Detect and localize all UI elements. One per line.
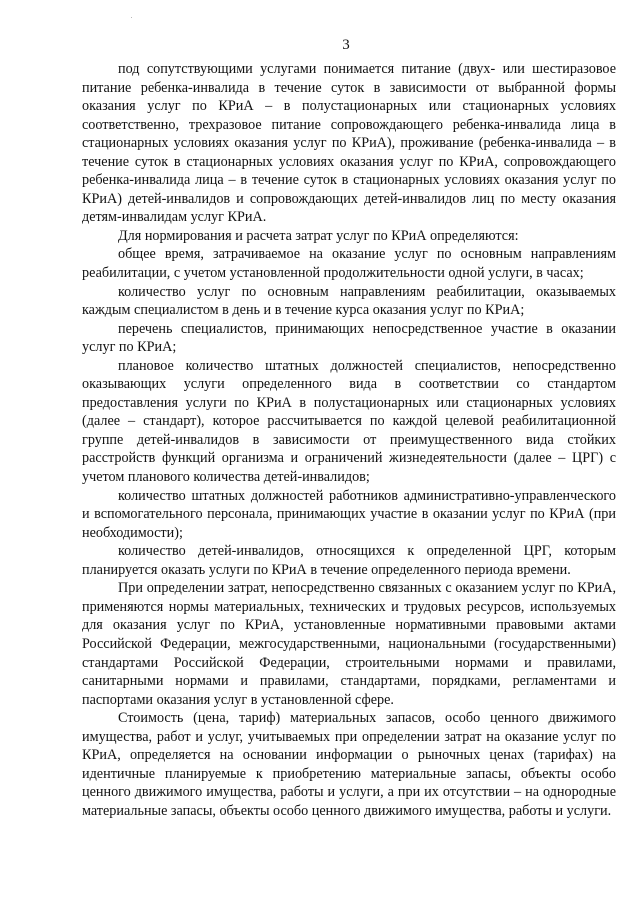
paragraph-children-count: количество детей-инвалидов, относящихся к определенной ЦРГ, которым планируется оказать услуги по КРиА в течение определенного периода времени. <box>82 543 616 578</box>
paragraph-cost-norms: При определении затрат, непосредственно связанных с оказанием услуг по КРиА, применяются нормы материальных, технических и трудовых ресурсов, используемых для оказания услуг по КРиА, установленные нормативными правовыми актами Российской Федерации, межгосударственными, национальными (государственными) стандартами Российской Федерации, строительными нормами и правилами, санитарными нормами и правилами, стандартами, порядками, регламентами и паспортами оказания услуг в установленной сфере. <box>82 580 616 708</box>
paragraph-accompanying-services: под сопутствующими услугами понимается питание (двух- или шестиразовое питание ребенка-инвалида в течение суток в зависимости от выбранной формы оказания услуг по КРиА – в полустационарных или стационарных условиях соответственно, трехразовое питание сопровождающего ребенка-инвалида лица в стационарных условиях оказания услуг по КРиА), проживание (ребенка-инвалида – в течение суток в стационарных условиях оказания услуг по КРиА, сопровождающего ребенка-инвалида лица – в течение суток в стационарных условиях оказания услуг по КРиА) детей-инвалидов и сопровождающих детей-инвалидов лиц по месту оказания детям-инвалидам услуг КРиА. <box>82 61 616 226</box>
paragraph-services-count: количество услуг по основным направлениям реабилитации, оказываемых каждым специалистом в день и в течение курса оказания услуг по КРиА; <box>82 283 616 319</box>
paragraph-normalization-intro: Для нормирования и расчета затрат услуг по КРиА определяются: <box>118 227 519 244</box>
body-text <box>82 60 616 820</box>
paragraph-total-time: общее время, затрачиваемое на оказание услуг по основным направлениям реабилитации, с учетом установленной продолжительности одной услуги, в часах; <box>82 246 616 282</box>
paragraph-admin-staff: количество штатных должностей работников административно-управленческого и вспомогательного персонала, принимающих участие в оказании услуг по КРиА (при необходимости); <box>82 487 616 541</box>
paragraph-price-determination: Стоимость (цена, тариф) материальных запасов, особо ценного движимого имущества, работ и услуг, учитываемых при определении затрат на оказание услуг по КРиА, определяется на основании информации о рыночных ценах (тарифах) на идентичные планируемые к приобретению материальные запасы, объекты особо ценного движимого имущества, работы и услуги, а при их отсутствии – на однородные материальные запасы, объекты особо ценного движимого имущества, работы и услуги. <box>82 710 616 819</box>
scan-speck <box>131 17 132 18</box>
page-number: 3 <box>342 37 350 53</box>
paragraph-specialists-list: перечень специалистов, принимающих непосредственное участие в оказании услуг по КРиА; <box>82 320 616 356</box>
paragraph-planned-positions: плановое количество штатных должностей специалистов, непосредственно оказывающих услуги определенного вида в соответствии со стандартом предоставления услуги по КРиА в полустационарных или стационарных условиях (далее – стандарт), которое рассчитывается по каждой целевой реабилитационной группе детей-инвалидов в зависимости от преимущественного вида стойких расстройств функций организма и ограничений жизнедеятельности (далее – ЦРГ) с учетом планового количества детей-инвалидов; <box>82 357 616 486</box>
